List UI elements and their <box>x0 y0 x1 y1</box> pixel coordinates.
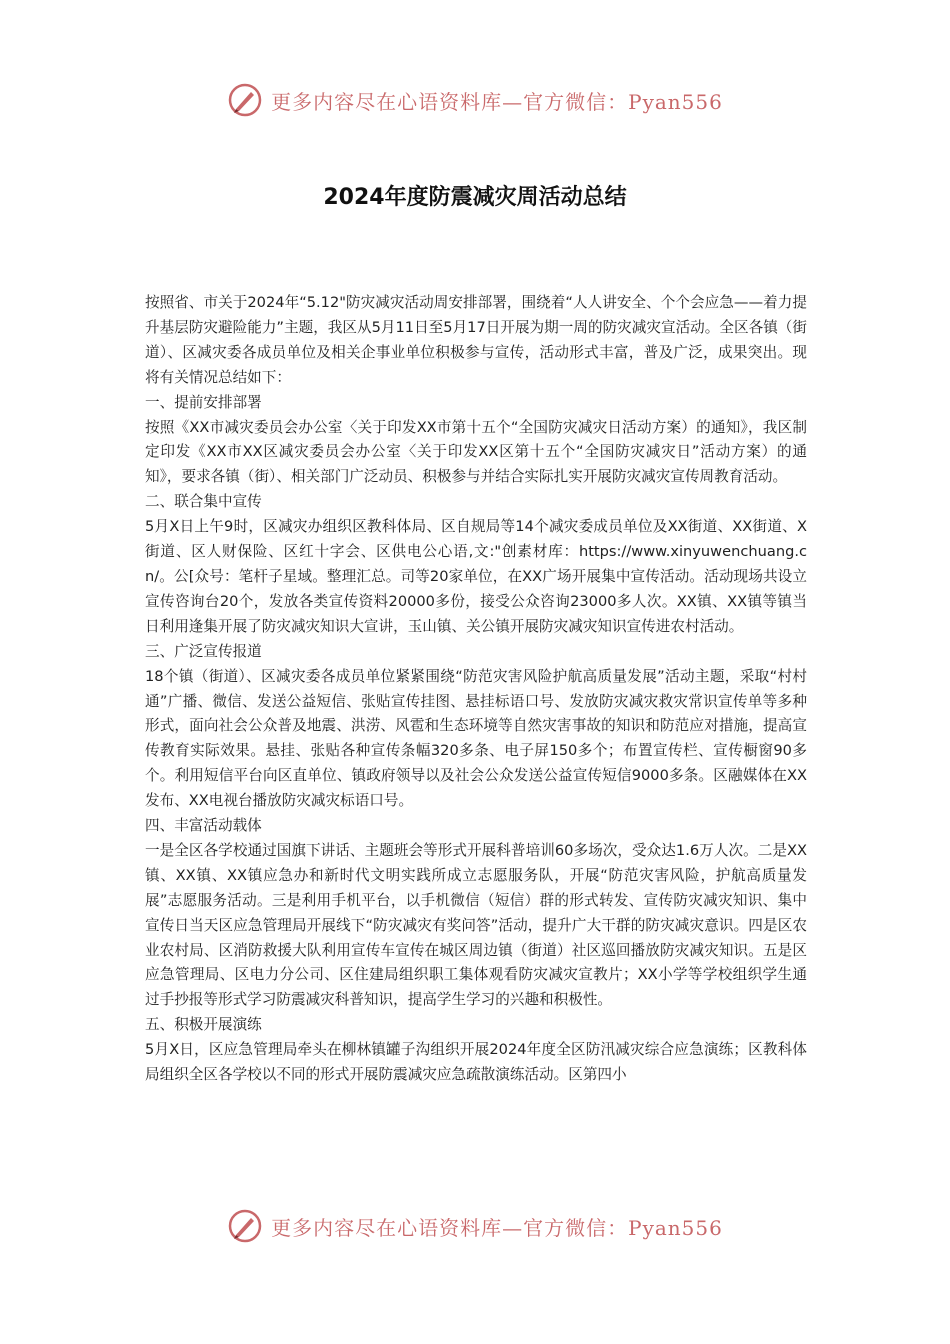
section-heading: 三、广泛宣传报道 <box>145 642 262 660</box>
section-heading: 二、联合集中宣传 <box>145 493 262 511</box>
paragraph: 一是全区各学校通过国旗下讲话、主题班会等形式开展科普培训60多场次，受众达1.6万人次。二是XX镇、XX镇、XX镇应急办和新时代文明实践所成立志愿服务队，开展“防范灾害风险，护航高质量发展”志愿服务活动。三是利用手机平台，以手机微信（短信）群的形式转发、宣传防灾减灾知识、集中宣传日当天区应急管理局开展线下“防灾减灾有奖问答”活动，提升广大干群的防灾减灾意识。四是区农业农村局、区消防救援大队利用宣传车宣传在城区周边镇（街道）社区巡回播放防灾减灾知识。五是区应急管理局、区电力分公司、区住建局组织职工集体观看防灾减灾宣教片；XX小学等学校组织学生通过手抄报等形式学习防震减灾科普知识，提高学生学习的兴趣和积极性。 <box>145 841 807 1009</box>
document-body <box>145 291 807 1088</box>
paragraph: 18个镇（街道）、区减灾委各成员单位紧紧围绕“防范灾害风险护航高质量发展”活动主题，采取“村村通”广播、微信、发送公益短信、张贴宣传挂图、悬挂标语口号、发放防灾减灾救灾常识宣传单等多种形式，面向社会公众普及地震、洪涝、风雹和生态环境等自然灾害事故的知识和防范应对措施，提高宣传教育实际效果。悬挂、张贴各种宣传条幅320多条、电子屏150多个；布置宣传栏、宣传橱窗90多个。利用短信平台向区直单位、镇政府领导以及社会公众发送公益宣传短信9000多条。区融媒体在XX发布、XX电视台播放防灾减灾标语口号。 <box>145 667 807 810</box>
watermark-text: 更多内容尽在心语资料库—官方微信：Pyan556 <box>271 1215 723 1240</box>
paragraph: 按照《XX市减灾委员会办公室〈关于印发XX市第十五个“全国防灾减灾日活动方案）的通知》，我区制定印发《XX市XX区减灾委员会办公室〈关于印发XX区第十五个“全国防灾减灾日”活动方案）的通知》，要求各镇（街）、相关部门广泛动员、积极参与并结合实际扎实开展防灾减灾宣传周教育活动。 <box>145 418 807 486</box>
watermark-header <box>0 82 950 118</box>
document-title: 2024年度防震减灾周活动总结 <box>323 185 627 210</box>
section-heading: 五、积极开展演练 <box>145 1016 262 1034</box>
pen-logo-icon <box>227 82 263 118</box>
paragraph: 5月X日，区应急管理局牵头在柳林镇罐子沟组织开展2024年度全区防汛减灾综合应急演练；区教科体局组织全区各学校以不同的形式开展防震减灾应急疏散演练活动。区第四小 <box>145 1041 807 1084</box>
paragraph: 5月X日上午9时，区减灾办组织区教科体局、区自规局等14个减灾委成员单位及XX街道、XX街道、X街道、区人财保险、区红十字会、区供电公心语,文:"创素材库：https://www.xinyuwenchuang.cn/。公[众号：笔杆子星域。整理汇总。司等20家单位，在XX广场开展集中宣传活动。活动现场共设立宣传咨询台20个，发放各类宣传资料20000多份，接受公众咨询23000多人次。XX镇、XX镇等镇当日利用逢集开展了防灾减灾知识大宣讲，玉山镇、关公镇开展防灾减灾知识宣传进农村活动。 <box>145 518 807 635</box>
watermark-footer <box>0 1208 950 1244</box>
watermark-text: 更多内容尽在心语资料库—官方微信：Pyan556 <box>271 89 723 114</box>
pen-logo-icon <box>227 1208 263 1244</box>
paragraph: 按照省、市关于2024年“5.12"防灾减灾活动周安排部署，围绕着“人人讲安全、个个会应急——着力提升基层防灾避险能力”主题，我区从5月11日至5月17日开展为期一周的防灾减灾宣活动。全区各镇（街道）、区减灾委各成员单位及相关企事业单位积极参与宣传，活动形式丰富，普及广泛，成果突出。现将有关情况总结如下： <box>145 294 807 386</box>
section-heading: 一、提前安排部署 <box>145 393 262 411</box>
section-heading: 四、丰富活动载体 <box>145 817 262 835</box>
